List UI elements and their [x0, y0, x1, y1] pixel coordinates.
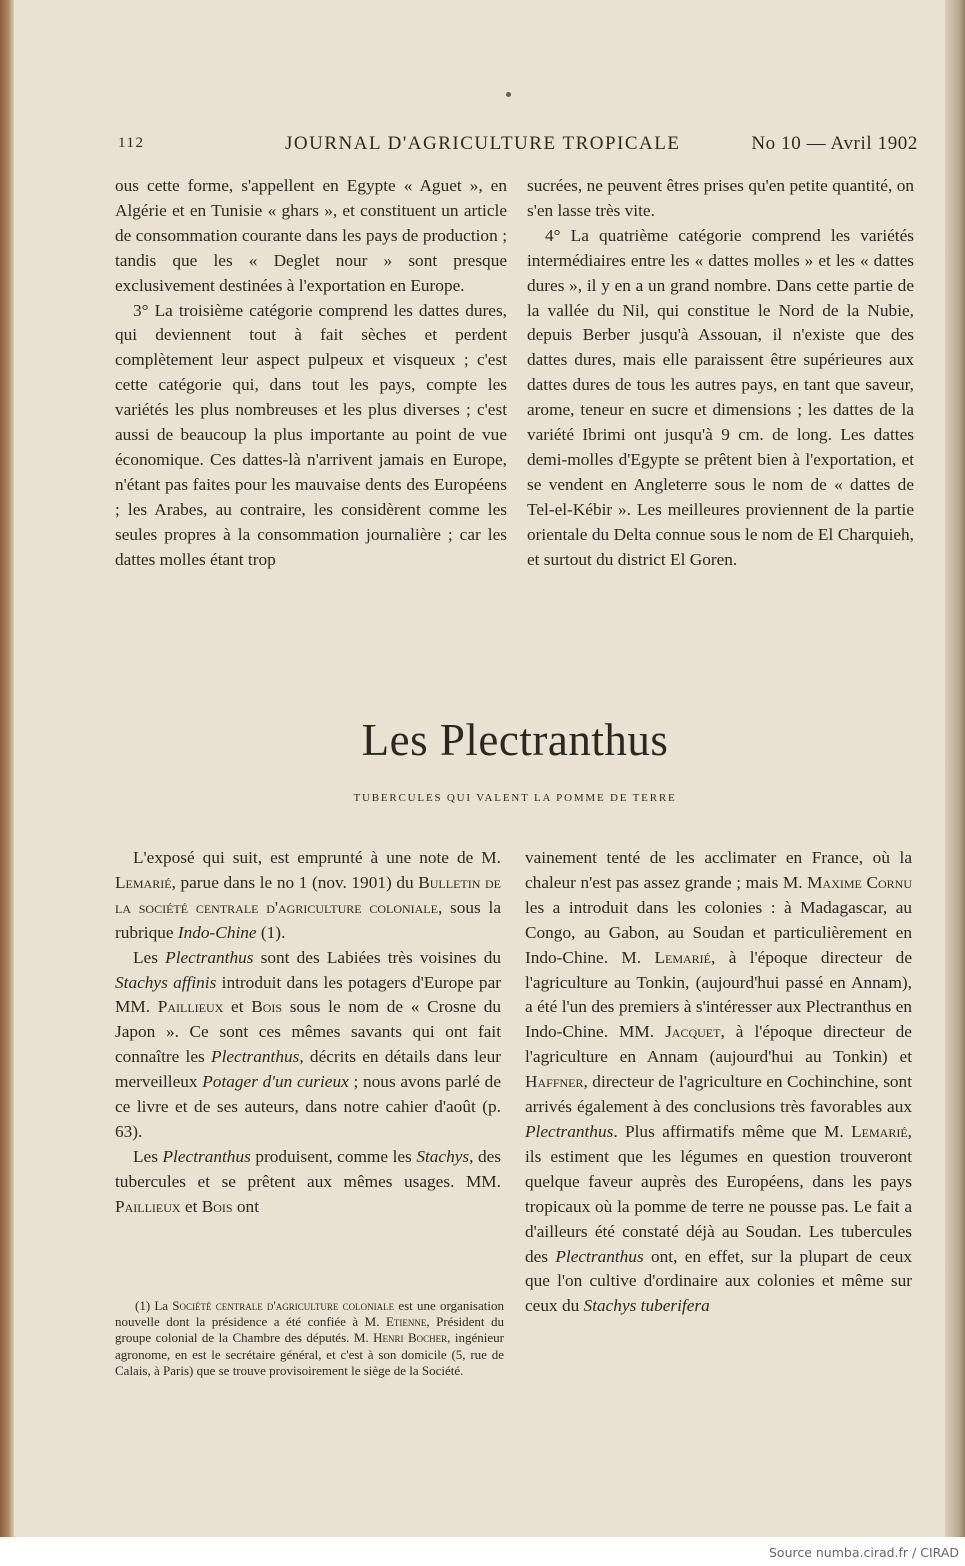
paragraph: 4° La quatrième catégorie comprend les variétés intermédiaires entre les « dattes molles » et les « dattes dures », il y en a un grand nombre. Dans cette partie de la vallée du Nil, qui constitue le Nord de la Nubie, depuis Berber jusqu'à Assouan, il n'existe que des dattes dures, mais elle paraissent être supérieures aux dattes dures de tous les autres pays, en tant que saveur, arome, teneur en sucre et dimensions ; les dattes de la variété Ibrimi ont jusqu'à 9 cm. de long. Les dattes demi-molles d'Egypte se prêtent bien à l'exportation, et se vendent en Angleterre sous le nom de « dattes de Tel-el-Kébir ». Les meilleures proviennent de la partie orientale du Delta connue sous le nom de El Charquieh, et surtout du district El Goren. [527, 225, 914, 569]
page-number: 112 [118, 135, 145, 151]
article-subtitle: TUBERCULES QUI VALENT LA POMME DE TERRE [353, 792, 677, 804]
issue-date: No 10 — Avril 1902 [751, 133, 918, 154]
ink-dot [506, 92, 511, 97]
article-title: Les Plectranthus [361, 715, 669, 765]
journal-title: JOURNAL D'AGRICULTURE TROPICALE [285, 133, 681, 154]
paragraph: 3° La troisième catégorie comprend les dattes dures, qui deviennent tout à fait sèches et perdent complètement leur aspect pulpeux et visqueux ; c'est cette catégorie qui, dans tout les pays, compte les variétés les plus nombreuses et les plus diverses ; c'est aussi de beaucoup la plus importante au point de vue économique. Ces dattes-là n'arrivent jamais en Europe, n'étant pas faites pour les mauvaise dents des Européens ; les Arabes, au contraire, les considèrent comme les seules propres à la consommation journalière ; car les dattes molles étant trop [115, 300, 507, 569]
source-credit: Source numba.cirad.fr / CIRAD [768, 1545, 959, 1560]
top-column-left [115, 174, 507, 573]
page-edge [945, 0, 965, 1537]
book-spine [0, 0, 14, 1537]
paragraph: Les Plectranthus produisent, comme les Stachys, des tubercules et se prêtent aux mêmes usages. MM. Paillieux et Bois ont [115, 1146, 501, 1216]
article-column-left [115, 846, 501, 1220]
paragraph: sucrées, ne peuvent êtres prises qu'en petite quantité, on s'en lasse très vite. [527, 176, 914, 220]
paragraph: ous cette forme, s'appellent en Egypte « Aguet », en Algérie et en Tunisie « ghars », et constituent un article de consommation courante dans les pays de production ; tandis que les « Deglet nour » sont presque exclusivement destinées à l'exportation en Europe. [115, 176, 507, 295]
running-header [118, 133, 918, 157]
top-column-right [527, 174, 914, 573]
paragraph: vainement tenté de les acclimater en France, où la chaleur n'est pas assez grande ; mais M. Maxime Cornu les a introduit dans les colonies : à Madagascar, au Congo, au Gabon, au Soudan et particulièrement en Indo-Chine. M. Lemarié, à l'époque directeur de l'agriculture au Tonkin, (aujourd'hui passé en Annam), a été l'un des premiers à s'intéresser aux Plectranthus en Indo-Chine. MM. Jacquet, à l'époque directeur de l'agriculture en Annam (aujourd'hui au Tonkin) et Haffner, directeur de l'agriculture en Cochinchine, sont arrivés également à des conclusions très favorables aux Plectranthus. Plus affirmatifs même que M. Lemarié, ils estiment que les légumes en question trouveront quelque faveur auprès des Européens, dans les pays tropicaux où la pomme de terre ne pousse pas. Le fait a d'ailleurs été constaté déjà au Soudan. Les tubercules des Plectranthus ont, en effet, sur la plupart de ceux que l'on cultive d'ordinaire aux colonies et même sur ceux du Stachys tuberifera [525, 848, 912, 1316]
article-column-right [525, 846, 912, 1319]
paragraph: Les Plectranthus sont des Labiées très voisines du Stachys affinis introduit dans les potagers d'Europe par MM. Paillieux et Bois sous le nom de « Crosne du Japon ». Ce sont ces mêmes savants qui ont fait connaître les Plectranthus, décrits en détails dans leur merveilleux Potager d'un curieux ; nous avons parlé de ce livre et de ses auteurs, dans notre cahier d'août (p. 63). [115, 947, 502, 1141]
footnote: (1) La Société centrale d'agriculture coloniale est une organisation nouvelle dont la présidence a été confiée à M. Etienne, Président du groupe colonial de la Chambre des députés. M. Henri Bocher, ingénieur agronome, en est le secrétaire général, et c'est à son domicile (5, rue de Calais, à Paris) que se trouve provisoirement le siège de la Société. [115, 1298, 504, 1378]
paragraph: L'exposé qui suit, est emprunté à une note de M. Lemarié, parue dans le no 1 (nov. 1901) du Bulletin de la société centrale d'agriculture coloniale, sous la rubrique Indo-Chine (1). [115, 848, 502, 942]
